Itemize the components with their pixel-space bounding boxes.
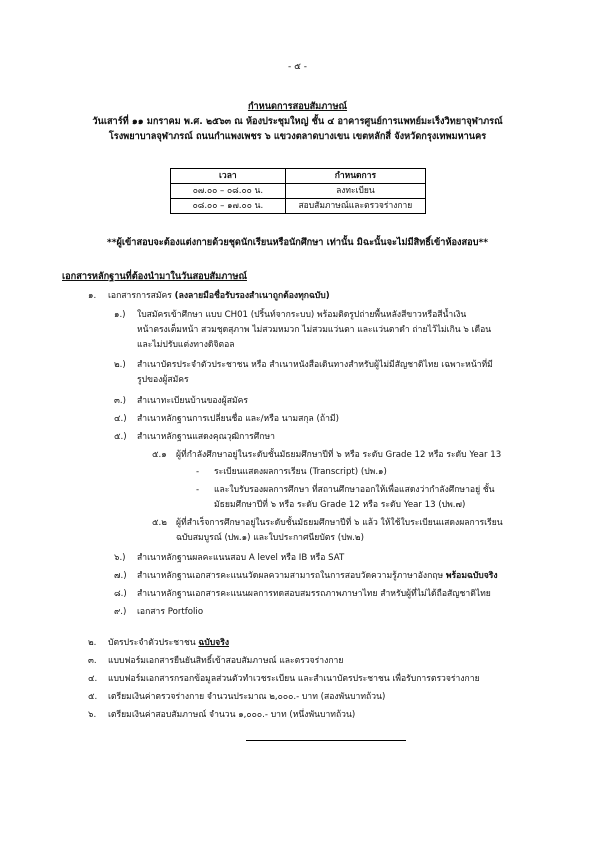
dash-bullet: - xyxy=(196,467,200,477)
sub-number: ๔.) xyxy=(114,414,127,424)
list-item-text: สำเนาหลักฐานผลคะแนนสอบ A level หรือ IB หรือ SAT xyxy=(137,553,345,563)
list-item-text: รูปของผู้สมัคร xyxy=(137,375,189,385)
list-item-text: ใบสมัครเข้าศึกษา แบบ CH01 (ปริ้นท์จากระบบ) พร้อมติดรูปถ่ายพื้นหลังสีขาวหรือสีน้ำเงิน xyxy=(137,310,467,320)
list-item-text: สำเนาทะเบียนบ้านของผู้สมัคร xyxy=(137,396,248,406)
agenda-cell: ลงทะเบียน xyxy=(285,184,425,199)
list-item-text: หน้าตรงเต็มหน้า สวมชุดสุภาพ ไม่สวมหมวก ไม่สวมแว่นตา และแว่นตาดำ ถ่ายไว้ไม่เกิน ๖ เดือน xyxy=(137,325,492,335)
list-number: ๓. xyxy=(88,656,97,666)
original-copy-label: ฉบับจริง xyxy=(198,638,230,648)
agenda-cell: สอบสัมภาษณ์และตรวจร่างกาย xyxy=(285,199,425,214)
column-header-time: เวลา xyxy=(171,169,286,184)
list-item-text: และใบรับรองผลการศึกษา ที่สถานศึกษาออกให้เพื่อแสดงว่ากำลังศึกษาอยู่ ชั้น xyxy=(214,485,495,495)
list-item-text: มัธยมศึกษาปีที่ ๖ หรือ ระดับ Grade 12 หรือ ระดับ Year 13 (ปพ.๗) xyxy=(214,500,466,510)
sub-number: ๕.๒ xyxy=(152,518,167,528)
sub-number: ๑.) xyxy=(114,310,126,320)
list-item-text: ระเบียนแสดงผลการเรียน (Transcript) (ปพ.๑) xyxy=(214,467,387,477)
original-required: พร้อมฉบับจริง xyxy=(445,571,498,581)
schedule-title: กำหนดการสอบสัมภาษณ์ xyxy=(247,101,348,112)
list-item xyxy=(137,571,498,582)
list-number: ๖. xyxy=(88,710,97,720)
list-item-text: สำเนาหลักฐานเอกสารคะแนนผลการทดสอบสมรรถภาพภาษาไทย สำหรับผู้ที่ไม่ได้ถือสัญชาติไทย xyxy=(137,589,491,599)
list-item xyxy=(108,291,330,302)
sub-number: ๕.) xyxy=(114,432,127,442)
list-item-text: ผู้ที่กำลังศึกษาอยู่ในระดับชั้นมัธยมศึกษาปีที่ ๖ หรือ ระดับ Grade 12 หรือ ระดับ Year 13 xyxy=(176,450,502,460)
list-item-text: สำเนาบัตรประจำตัวประชาชน หรือ สำเนาหนังสือเดินทางสำหรับผู้ไม่มีสัญชาติไทย เฉพาะหน้าที่มี xyxy=(137,360,493,370)
certify-note: (ลงลายมือชื่อรับรองสำเนาถูกต้องทุกฉบับ) xyxy=(174,291,330,301)
dash-bullet: - xyxy=(196,485,200,495)
list-item-text: เอกสารการสมัคร xyxy=(108,291,172,301)
list-number: ๑. xyxy=(88,291,97,301)
list-item-text: ผู้ที่สำเร็จการศึกษาอยู่ในระดับชั้นมัธยมศึกษาปีที่ ๖ แล้ว ให้ใช้ใบระเบียนแสดงผลการเรียน xyxy=(176,518,503,528)
list-item-text: ฉบับสมบูรณ์ (ปพ.๑) และใบประกาศนียบัตร (ปพ.๒) xyxy=(176,533,364,543)
sub-number: ๖.) xyxy=(114,553,126,563)
sub-number: ๒.) xyxy=(114,360,126,370)
column-header-agenda: กำหนดการ xyxy=(285,169,425,184)
section-heading: เอกสารหลักฐานที่ต้องนำมาในวันสอบสัมภาษณ์ xyxy=(62,271,247,282)
list-item xyxy=(108,638,229,649)
dress-code-note: **ผู้เข้าสอบจะต้องแต่งกายด้วยชุดนักเรียนหรือนักศึกษา เท่านั้น มิฉะนั้นจะไม่มีสิทธิ์เข้าห้องสอบ** xyxy=(106,237,489,248)
page-number: - ๕ - xyxy=(287,62,308,72)
list-number: ๒. xyxy=(88,638,97,648)
list-item-text: เตรียมเงินค่าตรวจร่างกาย จำนวนประมาณ ๒,๐๐๐.- บาท (สองพันบาทถ้วน) xyxy=(108,692,386,702)
schedule-table xyxy=(170,168,426,214)
list-number: ๔. xyxy=(88,674,98,684)
sub-number: ๓.) xyxy=(114,396,126,406)
sub-number: ๘.) xyxy=(114,589,127,599)
list-item-text: สำเนาหลักฐานการเปลี่ยนชื่อ และ/หรือ นามสกุล (ถ้ามี) xyxy=(137,414,339,424)
hospital-address: โรงพยาบาลจุฬาภรณ์ ถนนกำแพงเพชร ๖ แขวงตลาดบางเขน เขตหลักสี่ จังหวัดกรุงเทพมหานคร xyxy=(108,131,487,142)
sub-number: ๙.) xyxy=(114,607,127,617)
exam-date-venue: วันเสาร์ที่ ๑๑ มกราคม พ.ศ. ๒๕๖๓ ณ ห้องประชุมใหญ่ ชั้น ๔ อาคารศูนย์การแพทย์มะเร็งวิทยาจุฬาภรณ์ xyxy=(92,116,503,127)
list-item-text: สำเนาหลักฐานเอกสารคะแนนวัดผลความสามารถในการสอบวัดความรู้ภาษาอังกฤษ xyxy=(137,571,444,581)
end-divider xyxy=(246,740,406,741)
list-item-text: และไม่ปรับแต่งทางดิจิตอล xyxy=(137,340,235,350)
list-item-text: เตรียมเงินค่าสอบสัมภาษณ์ จำนวน ๑,๐๐๐.- บาท (หนึ่งพันบาทถ้วน) xyxy=(108,710,356,720)
sub-number: ๗.) xyxy=(114,571,127,581)
time-cell: ๐๗.๐๐ – ๐๘.๐๐ น. xyxy=(171,184,286,199)
list-item-text: แบบฟอร์มเอกสารกรอกข้อมูลส่วนตัวทำเวชระเบียน และสำเนาบัตรประชาชน เพื่อรับการตรวจร่างกาย xyxy=(108,674,480,684)
table-row xyxy=(171,199,426,214)
time-cell: ๐๘.๐๐ – ๑๗.๐๐ น. xyxy=(171,199,286,214)
table-row xyxy=(171,184,426,199)
list-number: ๕. xyxy=(88,692,98,702)
sub-number: ๕.๑ xyxy=(152,450,167,460)
list-item-text: สำเนาหลักฐานแสดงคุณวุฒิการศึกษา xyxy=(137,432,275,442)
list-item-text: บัตรประจำตัวประชาชน xyxy=(108,638,196,648)
list-item-text: เอกสาร Portfolio xyxy=(137,607,204,617)
table-header-row xyxy=(171,169,426,184)
list-item-text: แบบฟอร์มเอกสารยืนยันสิทธิ์เข้าสอบสัมภาษณ์ และตรวจร่างกาย xyxy=(108,656,344,666)
